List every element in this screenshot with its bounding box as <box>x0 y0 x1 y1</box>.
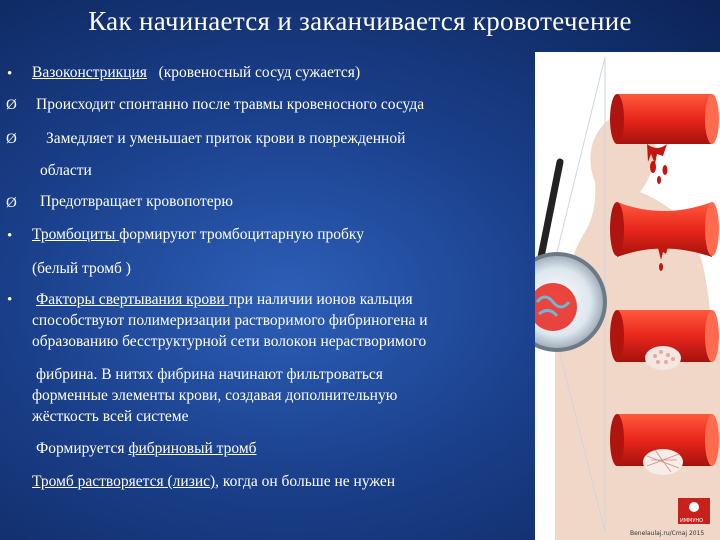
illustration-svg <box>535 52 720 540</box>
bullet-clotting-factors <box>36 291 413 309</box>
vessel-fibrin-clot <box>610 414 719 475</box>
bullet-marker: • <box>7 292 13 308</box>
bullet-marker: • <box>7 66 13 82</box>
term-clotting-factors[interactable]: Факторы свертывания крови <box>36 291 229 308</box>
term-platelets[interactable]: Тромбоциты <box>32 226 120 243</box>
bullet-platelets-cont: (белый тромб ) <box>32 260 131 277</box>
term-lysis[interactable]: Тромб растворяется (лизис) <box>32 473 216 490</box>
text-vasoconstriction-desc: (кровеносный сосуд сужается) <box>158 64 361 81</box>
footer-caption: Bеnelaulaj.ru/Cmaj 2015 <box>630 530 705 537</box>
text-forms: Формируется <box>36 440 129 457</box>
sub-item-slows-cont: области <box>40 162 92 179</box>
sub-item-slows: Замедляет и уменьшает приток крови в поврежденной <box>46 130 406 147</box>
slide-title: Как начинается и заканчивается кровотечение <box>88 6 632 36</box>
arrow-marker: Ø <box>6 97 17 113</box>
bullet-lysis <box>32 473 395 491</box>
bullet-fibrin-clot <box>36 440 257 458</box>
text-platelets-desc: формируют тромбоцитарную пробку <box>119 226 364 243</box>
clotting-line-6: жёсткость всей системе <box>32 408 189 425</box>
text-lysis-desc: , когда он больше не нужен <box>215 473 396 490</box>
clotting-line-3: образованию бесструктурной сети волокон нерастворимого <box>32 333 427 350</box>
arrow-marker: Ø <box>6 131 17 147</box>
bullet-marker: • <box>7 228 13 244</box>
clotting-line-2: способствуют полимеризации растворимого фибриногена и <box>32 312 428 329</box>
bullet-platelets <box>32 226 364 244</box>
illustration-panel <box>535 52 720 540</box>
arrow-marker: Ø <box>6 195 17 211</box>
term-fibrin-clot[interactable]: фибриновый тромб <box>128 440 257 457</box>
sub-item-prevents: Предотвращает кровопотерю <box>40 193 233 210</box>
vessel-platelet-plug <box>610 310 719 370</box>
sub-item-spontaneous: Происходит спонтанно после травмы кровеносного сосуда <box>36 96 425 113</box>
term-vasoconstriction[interactable]: Вазоконстрикция <box>32 64 147 81</box>
text-clotting-desc: при наличии ионов кальция <box>228 291 413 308</box>
bullet-vasoconstriction <box>32 64 360 82</box>
clotting-line-5: форменные элементы крови, создавая дополнительную <box>32 387 398 404</box>
logo-text: ИММУНО <box>680 518 704 524</box>
clotting-line-4: фибрина. В нитях фибрина начинают фильтроваться <box>36 366 383 383</box>
